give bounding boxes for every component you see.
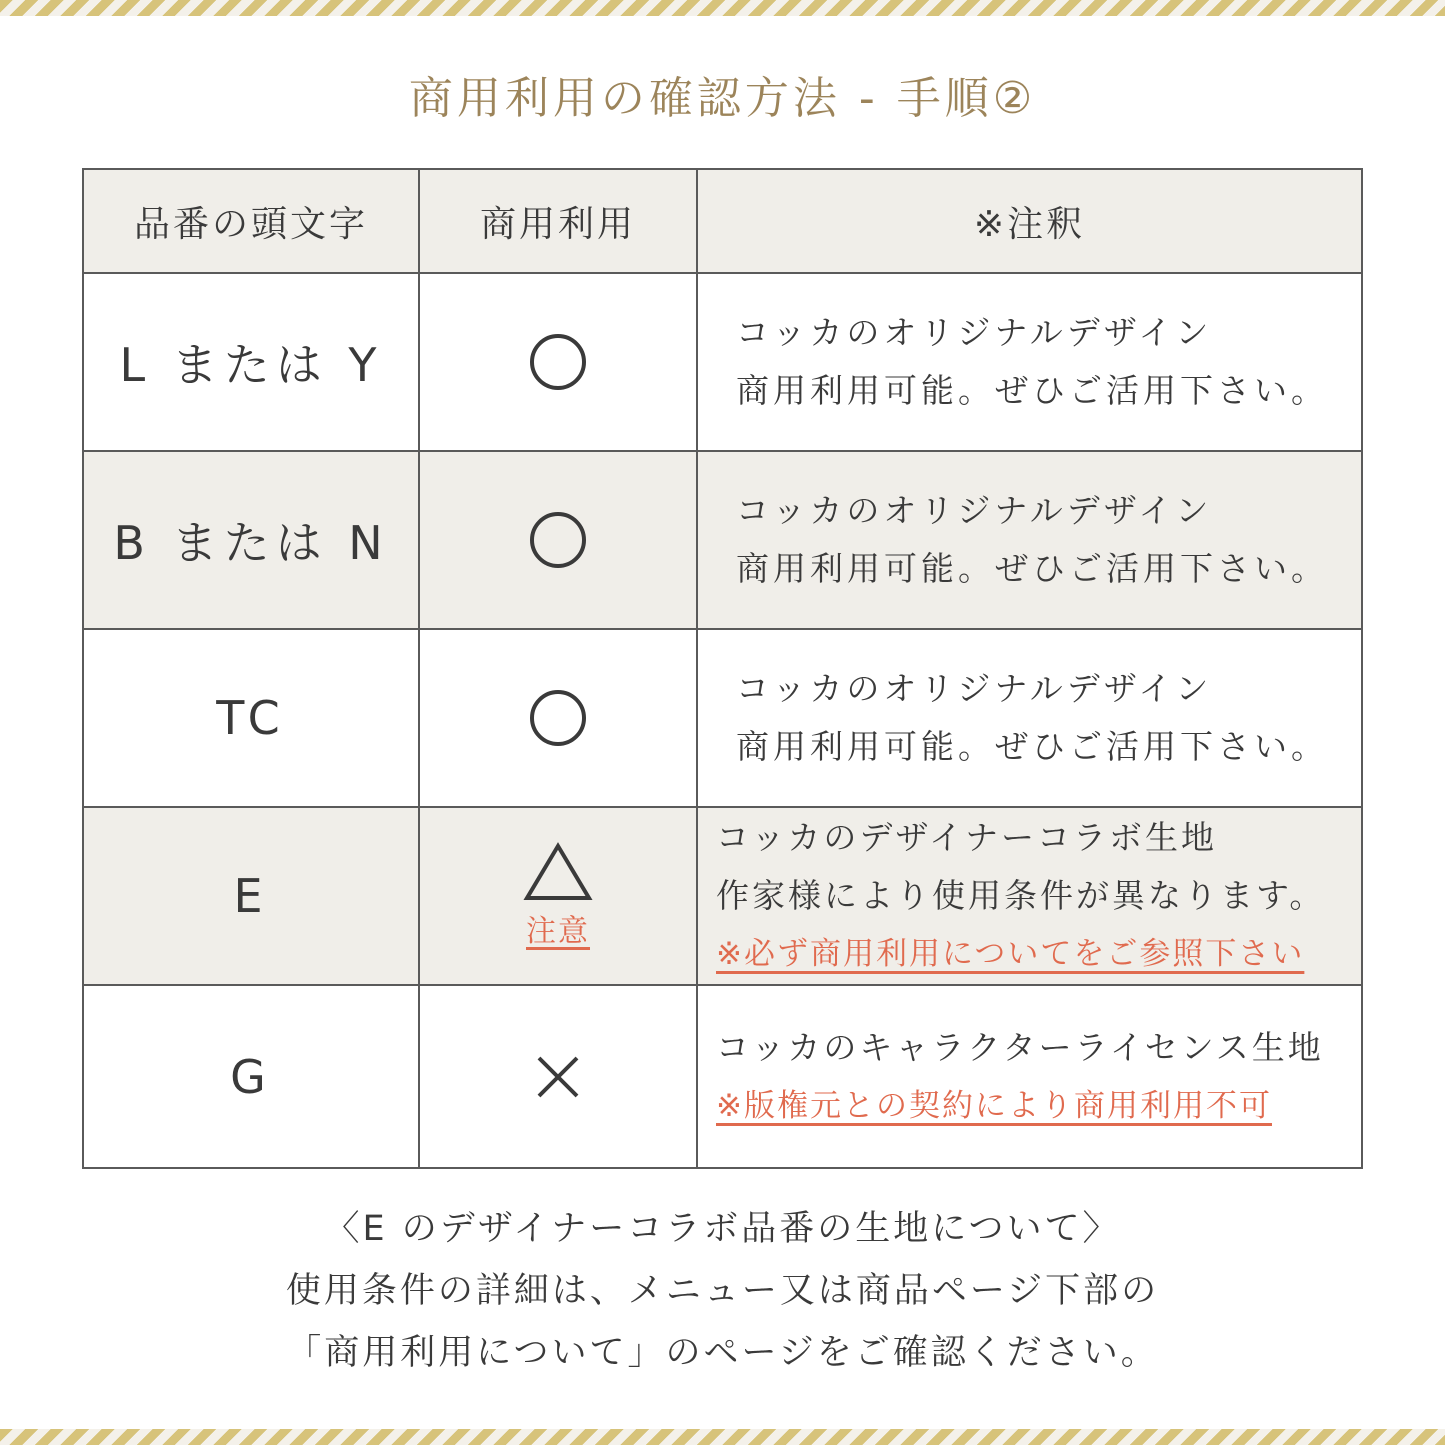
row-prefix: G — [83, 985, 419, 1168]
header-notes: ※注釈 — [697, 169, 1362, 273]
commercial-use-table — [82, 168, 1363, 1169]
note-line: コッカのオリジナルデザイン — [736, 669, 1213, 708]
footer-line: 「商用利用について」のページをご確認ください。 — [286, 1333, 1159, 1373]
circle-icon — [528, 510, 588, 570]
triangle-icon — [523, 842, 593, 902]
table-row — [83, 451, 1362, 629]
note-warning-link[interactable]: ※必ず商用利用についてをご参照下さい — [716, 936, 1305, 972]
note-line: 商用利用可能。ぜひご活用下さい。 — [736, 371, 1328, 410]
note-warning-link[interactable]: ※版権元との契約により商用利用不可 — [716, 1087, 1272, 1124]
footer-notice — [0, 1198, 1445, 1384]
top-stripe-border — [0, 0, 1445, 16]
note-line: コッカのキャラクターライセンス生地 — [716, 1027, 1324, 1067]
header-commercial-use: 商用利用 — [419, 169, 697, 273]
row-note — [697, 985, 1362, 1168]
row-note — [697, 629, 1362, 807]
caution-link[interactable]: 注意 — [526, 914, 590, 949]
row-mark — [419, 451, 697, 629]
note-line: 作家様により使用条件が異なります。 — [716, 876, 1326, 915]
row-prefix: TC — [83, 629, 419, 807]
row-mark — [419, 807, 697, 985]
note-line: コッカのデザイナーコラボ生地 — [716, 818, 1218, 857]
circle-icon — [528, 332, 588, 392]
table-row — [83, 629, 1362, 807]
row-mark — [419, 629, 697, 807]
row-prefix: B または N — [83, 451, 419, 629]
cross-icon — [533, 1052, 583, 1102]
row-mark — [419, 985, 697, 1168]
note-line: 商用利用可能。ぜひご活用下さい。 — [736, 549, 1328, 588]
footer-heading: 〈E のデザイナーコラボ品番の生地について〉 — [324, 1209, 1121, 1249]
footer-line: 使用条件の詳細は、メニュー又は商品ページ下部の — [285, 1271, 1160, 1311]
table-row — [83, 273, 1362, 451]
circle-icon — [528, 688, 588, 748]
note-line: コッカのオリジナルデザイン — [736, 491, 1213, 530]
table-row — [83, 807, 1362, 985]
bottom-stripe-border — [0, 1429, 1445, 1445]
table-header-row — [83, 169, 1362, 273]
header-prefix: 品番の頭文字 — [83, 169, 419, 273]
note-line: 商用利用可能。ぜひご活用下さい。 — [736, 727, 1328, 766]
table-row — [83, 985, 1362, 1168]
row-note — [697, 451, 1362, 629]
row-mark — [419, 273, 697, 451]
page-title: 商用利用の確認方法 - 手順② — [408, 73, 1037, 124]
row-prefix: E — [83, 807, 419, 985]
row-prefix: L または Y — [83, 273, 419, 451]
row-note — [697, 273, 1362, 451]
row-note — [697, 807, 1362, 985]
note-line: コッカのオリジナルデザイン — [736, 313, 1213, 352]
